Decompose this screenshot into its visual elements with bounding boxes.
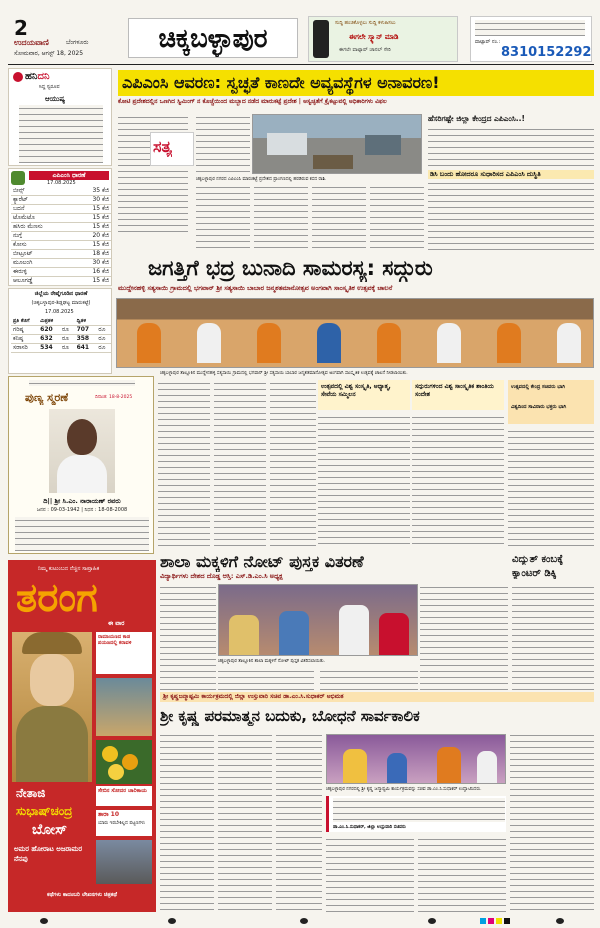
taranga-feature-1-text: ರಾಮಾಯಣದ ಕಾಡ ಪಯಣದಲ್ಲಿ ಕರಾವಳಿ — [98, 634, 132, 646]
banner-col-5 — [412, 414, 504, 548]
classroom-photo — [218, 584, 418, 656]
apmc-row — [11, 277, 111, 286]
banner-col-4 — [318, 414, 410, 548]
pullquote-2 — [412, 380, 504, 410]
notebook-subhead: ವಿದ್ಯಾರ್ಥಿಗಳು ದೇಶದ ದೊಡ್ಡ ಆಸ್ತಿ: ಎಸ್.ಡಿ.ಎಂ.ಸಿ ಅಧ್ಯಕ್ಷ — [160, 572, 283, 580]
krishna-headline: ಶ್ರೀ ಕೃಷ್ಣ ಪರಮಾತ್ಮನ ಬದುಕು, ಬೋಧನೆ ಸಾರ್ವಕಾಲಿಕ — [160, 707, 420, 725]
silk-subtitle: (ಚಿಕ್ಕಬಳ್ಳಾಪುರ-ಶಿಡ್ಲಘಟ್ಟ ಮಾರುಕಟ್ಟೆ) — [31, 300, 91, 306]
lead-col-3 — [196, 184, 250, 250]
apmc-row — [11, 196, 111, 205]
apmc-price-table — [11, 187, 111, 286]
pullquote-2-title: ಸದ್ಗುರುಗಳಿಂದ ವಿಶ್ವ ಸಾಂಸ್ಕೃತಿಕ ಶಾಂತಿಯ ಸಂದೇಶ — [415, 383, 494, 398]
phone-number: 8310152292 — [501, 45, 592, 60]
notebook-col-3 — [320, 668, 418, 690]
apmc-item-price: 16 ಕೆಜಿ — [73, 268, 111, 277]
section-title: ಚಿಕ್ಕಬಳ್ಳಾಪುರ — [128, 18, 298, 58]
notebook-col-4 — [420, 584, 508, 690]
silk-header-cell: ಮಿಶ್ರತಳಿ — [38, 317, 74, 325]
hero-name-1: ನೇತಾಜಿ — [16, 786, 46, 800]
taranga-photo-fruit — [96, 740, 152, 784]
apmc-item-price: 35 ಕೆಜಿ — [73, 187, 111, 196]
silk-header-row — [11, 317, 111, 325]
krishna-quote-author: ಡಾ.ಎಂ.ಸಿ.ಸುಧಾಕರ್, ಜಿಲ್ಲಾ ಉಸ್ತುವಾರಿ ಸಚಿವರು — [333, 825, 406, 830]
apmc-row — [11, 214, 111, 223]
memorial-portrait — [49, 409, 115, 493]
taranga-sub-title: ಈ ವಾರ — [108, 620, 125, 627]
lead-headline: ಎಪಿಎಂಸಿ ಆವರಣ: ಸ್ವಚ್ಛತೆ ಕಾಣದೇ ಅವ್ಯವಸ್ಥೆಗಳ ಅನಾವರಣ! — [118, 70, 594, 96]
silk-row — [11, 343, 111, 352]
silk-header-cell: ಪ್ರತಿ ಕೆಜಿಗೆ — [11, 317, 38, 325]
taranga-feature-3-a: ತಾರಾ 10 — [98, 811, 120, 818]
silk-cell-b: 358 — [75, 334, 97, 343]
hero-name-2: ಸುಭಾಷ್‌ಚಂದ್ರ — [16, 804, 73, 818]
apmc-item-price: 18 ಕೆಜಿ — [73, 250, 111, 259]
silk-header-cell: ದ್ವಿತಳಿ — [75, 317, 111, 325]
lead-col-6 — [370, 184, 424, 250]
silk-cell-label: ಕನಿಷ್ಠ — [11, 334, 38, 343]
phone-box — [470, 16, 592, 62]
apmc-row — [11, 187, 111, 196]
apmc-item-price: 30 ಕೆಜಿ — [73, 259, 111, 268]
apmc-photo-caption: ಚಿಕ್ಕಬಳ್ಳಾಪುರ ನಗರದ ಎಪಿಎಂಸಿ ಮಾರುಕಟ್ಟೆ ಪ್ರದೇಶದ ಪ್ರಾಂಗಣದಲ್ಲಿ ಹರಡಿರುವ ಕಸದ ರಾಶಿ. — [196, 177, 327, 182]
lead-col-4 — [254, 184, 308, 250]
banner-headline: ಜಗತ್ತಿಗೆ ಭದ್ರ ಬುನಾದಿ ಸಾಮರಸ್ಯ: ಸದ್ಗುರು — [148, 256, 433, 280]
apmc-photo — [252, 114, 422, 174]
masthead — [0, 0, 600, 66]
silk-cell-a-unit: ರೂ — [60, 343, 75, 352]
horoscope-title: ಆಯುಷ್ಯ — [45, 95, 66, 103]
lead-subhead: ಕೋಟಿ ಪ್ರದೇಶದಲ್ಲಿನ ಒಣಗಿದ ಸ್ವಿಮಿಂಗ್ ನ ಕೊಚ್ಚೆಯಿಂದ ಮಬ್ಬಾದ ನಡೆದ ಮಾರುಕಟ್ಟೆ ಪ್ರದೇಶ | ಅಸ್ವಚ್ಛತೆಗೆ ಕ್ರೈಕಟ್ಟುವಲ್ಲಿ ಅಧಿಕಾರಿಗಳು ವಿಫಲ — [118, 98, 387, 105]
silk-row — [11, 334, 111, 343]
notebook-col-2 — [218, 668, 314, 690]
apmc-item-price: 15 ಕೆಜಿ — [73, 214, 111, 223]
taranga-ad — [8, 560, 156, 912]
lead-col-5 — [312, 184, 366, 250]
phone-box-text — [475, 20, 585, 36]
power-headline-1: ವಿದ್ಯುತ್ ಕಂಬಕ್ಕೆ — [512, 554, 564, 565]
memorial-title: ಪುಣ್ಯ ಸ್ಮರಣೆ — [25, 391, 69, 404]
ad-line-2: ಈಗಲೇ ಸ್ಕ್ಯಾನ್ ಮಾಡಿ — [349, 33, 399, 41]
apmc-item-name: ಹಸಿರು ಮೆಣಸು — [11, 223, 73, 232]
hero-tag: ಅಮರ ಹೋರಾಟ ಅಜರಾಮರ ನೆನಪು — [14, 845, 83, 863]
apmc-row — [11, 232, 111, 241]
silk-cell-label: ಗರಿಷ್ಠ — [11, 325, 38, 334]
taranga-feature-2 — [96, 786, 152, 806]
apmc-item-name: ಕ್ಯಾರೆಟ್ — [11, 196, 73, 205]
apmc-item-price: 15 ಕೆಜಿ — [73, 241, 111, 250]
phone-graphic — [313, 20, 329, 58]
classroom-photo-caption: ಚಿಕ್ಕಬಳ್ಳಾಪುರ ತಾಲ್ಲೂಕಿನ ಶಾಲಾ ಮಕ್ಕಳಿಗೆ ನೋಟ್ ಪುಸ್ತಕ ವಿತರಿಸಲಾಯಿತು. — [218, 659, 326, 664]
apmc-row — [11, 205, 111, 214]
apmc-row — [11, 250, 111, 259]
stage-photo-caption: ಚಿಕ್ಕಬಳ್ಳಾಪುರ ತಾಲ್ಲೂಕಿನ ಮುದ್ದೇನಹಳ್ಳಿ ಸತ್ಯಸಾಯಿ ಗ್ರಾಮದಲ್ಲಿ ಭಗವಾನ್ ಶ್ರೀ ಸತ್ಯಸಾಯಿ ಬಾಬಾರ ಜನ್ಮಶತಮಾನೋತ್ಸವ ಅಂಗವಾಗಿ ಸಾಂಸ್ಕೃತಿಕ ಉತ್ಸವಕ್ಕೆ ಚಾಲನೆ ನೀಡಲಾಯಿತು. — [160, 371, 408, 376]
satya-logo-text: ಸತ್ಯ — [153, 137, 173, 156]
horoscope-brand-1: ಹನಿ — [25, 71, 38, 82]
apmc-price-box — [8, 168, 112, 286]
apmc-item-name: ಬದನೆ — [11, 205, 73, 214]
lead-side-text-1 — [428, 126, 594, 168]
city-name: ಬೆಂಗಳೂರು — [66, 39, 89, 46]
apmc-item-price: 20 ಕೆಜಿ — [73, 232, 111, 241]
taranga-title: ತರಂಗ — [16, 575, 98, 621]
lead-side-text-2 — [428, 180, 594, 250]
memorial-text — [15, 517, 149, 551]
silk-cell-b-unit: ರೂ — [96, 325, 111, 334]
apmc-item-name: ಬೀನ್ಸ್ — [11, 187, 73, 196]
apmc-row — [11, 241, 111, 250]
taranga-feature-3 — [96, 810, 152, 836]
taranga-feature-1 — [96, 632, 152, 674]
ad-line-3: ಈಗಲೇ ವಾಟ್ಸಾಪ್ ಚಾನಲ್ ಸೇರಿ — [339, 47, 391, 53]
apmc-item-name: ಈರುಳ್ಳಿ — [11, 268, 73, 277]
horoscope-heart-icon — [13, 72, 23, 82]
krishna-col-5 — [418, 836, 506, 912]
memorial-header-text — [29, 380, 135, 386]
apmc-item-price: 15 ಕೆಜಿ — [73, 223, 111, 232]
power-text — [512, 584, 594, 690]
taranga-photo-girl — [96, 678, 152, 736]
netaji-portrait — [12, 632, 92, 782]
krishna-col-6 — [510, 732, 594, 912]
stage-photo — [116, 298, 594, 368]
bullet-1: ಉತ್ಸವದಲ್ಲಿ ಕೇಂದ್ರ ಸಚಿವರು ಭಾಗಿ — [511, 384, 566, 390]
apmc-date: 17.08.2025 — [47, 180, 76, 186]
banner-bullets — [508, 380, 594, 424]
horoscope-text — [19, 105, 103, 163]
banner-subhead: ಮುದ್ದೇನಹಳ್ಳಿ ಸತ್ಯಸಾಯಿ ಗ್ರಾಮದಲ್ಲಿ ಭಗವಾನ್ ಶ್ರೀ ಸತ್ಯಸಾಯಿ ಬಾಬಾರ ಜನ್ಮಶತಮಾನೋತ್ಸವ ಅಂಗವಾಗಿ ಸಾಂಸ್ಕೃತಿಕ ಉತ್ಸವಕ್ಕೆ ಚಾಲನೆ — [118, 284, 393, 292]
taranga-feature-2-text: ಸೇಬಿನ ಸೋದರ ಚಾರಿಕಾಯ — [98, 788, 147, 794]
apmc-title: ಎಪಿಎಂಸಿ ಧಾರಣೆ — [29, 171, 109, 180]
bullet-2: ವಿಶ್ವದಿಂದ ಸಾವಿರಾರು ಭಕ್ತರು ಭಾಗಿ — [511, 404, 567, 410]
silk-cell-a-unit: ರೂ — [60, 325, 75, 334]
memorial-name: ದಿ|| ಶ್ರೀ ಸಿ.ಎಂ. ನಾರಾಯಣ್‌ ರವರು — [43, 497, 121, 505]
memorial-dates: ಜನನ : 09-03-1942 | ನಿಧನ : 18-08-2008 — [36, 507, 128, 513]
notebook-col-1 — [160, 584, 216, 690]
krishna-kicker: ಶ್ರೀ ಕೃಷ್ಣಜನ್ಮಾಷ್ಟಮಿ ಕಾರ್ಯಕ್ರಮದಲ್ಲಿ ಜಿಲ್ಲಾ ಉಸ್ತುವಾರಿ ಸಚಿವ ಡಾ.ಎಂ.ಸಿ.ಸುಧಾಕರ್ ಅಭಿಮತ — [160, 692, 594, 702]
phone-label: ವಾಟ್ಸಾಪ್ ನಂ.: — [475, 39, 501, 45]
apmc-item-name: ಮೂಲಂಗಿ — [11, 259, 73, 268]
silk-row — [11, 325, 111, 334]
power-headline-2: ಕ್ಯಾಂಟರ್ ಡಿಕ್ಕಿ — [512, 568, 557, 579]
horoscope-brand — [25, 71, 50, 82]
banner-col-3 — [270, 380, 316, 548]
silk-date: 17.08.2025 — [45, 309, 74, 315]
issue-date: ಸೋಮವಾರ, ಆಗಸ್ಟ್ 18, 2025 — [14, 50, 84, 57]
whatsapp-ad — [308, 16, 458, 62]
silk-cell-b: 707 — [75, 325, 97, 334]
silk-cell-a-unit: ರೂ — [60, 334, 75, 343]
horoscope-sub: ಸಿದ್ದ ಸ್ವರೂಪ — [39, 84, 60, 90]
apmc-item-price: 15 ಕೆಜಿ — [73, 277, 111, 286]
taranga-photo-crowd — [96, 840, 152, 884]
banner-col-1 — [158, 380, 210, 548]
lead-side-title: ಹೆಸರಿಗಷ್ಟೇ ಜಿಲ್ಲಾ ಕೇಂದ್ರದ ಎಪಿಎಂಸಿ..! — [428, 114, 525, 123]
krishna-photo-caption: ಚಿಕ್ಕಬಳ್ಳಾಪುರ ನಗರದಲ್ಲಿ ಶ್ರೀ ಕೃಷ್ಣ ಜನ್ಮಾಷ್ಟಮಿ ಕಾರ್ಯಕ್ರಮವನ್ನು ಸಚಿವ ಡಾ.ಎಂ.ಸಿ.ಸುಧಾಕರ್ ಉದ್ಘಾಟಿಸಿದರು. — [326, 787, 482, 792]
krishna-quote — [326, 796, 506, 832]
silk-cell-b-unit: ರೂ — [96, 334, 111, 343]
hero-name-3: ಬೋಸ್ — [32, 822, 68, 838]
banner-col-6 — [508, 428, 594, 548]
silk-cell-label: ಸರಾಸರಿ — [11, 343, 38, 352]
krishna-col-1 — [160, 732, 214, 912]
taranga-footer: ಕಥೆಗಳು ಕಾದಂಬರಿ ಲೇಖನಗಳು ಚಿತ್ರಕಥೆ — [47, 892, 117, 898]
silk-cell-a: 620 — [38, 325, 60, 334]
apmc-item-price: 30 ಕೆಜಿ — [73, 196, 111, 205]
silk-cell-a: 632 — [38, 334, 60, 343]
krishna-col-2 — [218, 732, 272, 912]
silk-title: ಜಿಲ್ಲೆಯ ರೇಷ್ಮೆಗೂಡಿನ ಧಾರಣೆ — [34, 291, 88, 297]
apmc-item-name: ನುಗ್ಗೆ — [11, 232, 73, 241]
taranga-top-line: ನಿಮ್ಮ ಕುಟುಂಬದ ನೆಚ್ಚಿನ ಸಾಪ್ತಾಹಿಕ — [38, 566, 100, 572]
apmc-item-price: 15 ಕೆಜಿ — [73, 205, 111, 214]
lead-side-box-title: ಡಿಸಿ ಬಂದು ಹೋದರೂ ಸುಧಾರಿಸದ ಎಪಿಎಂಸಿ ದುಸ್ಥಿತಿ — [428, 170, 594, 179]
ad-line-1: ಸುದ್ದಿ ಹಂಚಿಕೊಳ್ಳಲು ಸುದ್ದಿ ಕಳುಹಿಸಲು — [335, 20, 396, 26]
apmc-row — [11, 223, 111, 232]
apmc-item-name: ಬೀಟ್ರೂಟ್ — [11, 250, 73, 259]
taranga-feature-3-b: ಯಾರು ಇರಬೇಕಿಲ್ಲದ ಪಟ್ಟಣಗಳು — [98, 821, 146, 826]
silk-cell-a: 534 — [38, 343, 60, 352]
apmc-item-name: ಟೊಮೆಟೊ — [11, 214, 73, 223]
page-number: 2 — [14, 16, 28, 40]
masthead-rule — [8, 64, 594, 65]
krishna-col-3 — [276, 732, 322, 912]
satya-logo — [150, 132, 194, 166]
krishna-photo — [326, 734, 506, 784]
pullquote-1 — [318, 380, 410, 410]
pullquote-1-title: ಉತ್ಸವದಲ್ಲಿ ವಿಶ್ವ ಸಂಸ್ಕೃತಿ, ಆಧ್ಯಾತ್ಮ, ಸೇವೆಯ ಸಮ್ಮಿಲನ — [321, 383, 391, 398]
notebook-headline: ಶಾಲಾ ಮಕ್ಕಳಿಗೆ ನೋಟ್ ಪುಸ್ತಕ ವಿತರಣೆ — [160, 552, 364, 571]
vegetable-photo — [11, 171, 25, 185]
print-marks — [0, 914, 600, 928]
apmc-item-name: ಕೋಸು — [11, 241, 73, 250]
silk-price-box — [8, 288, 112, 374]
lead-col-2 — [196, 114, 250, 174]
memorial-box — [8, 376, 154, 554]
apmc-row — [11, 259, 111, 268]
banner-col-2 — [214, 380, 266, 548]
krishna-col-4 — [326, 836, 414, 912]
horoscope-box — [8, 68, 112, 166]
memorial-date: ದಿನಾಂಕ: 18-8-2025 — [95, 395, 133, 400]
silk-cell-b: 641 — [75, 343, 97, 352]
apmc-row — [11, 268, 111, 277]
paper-name: ಉದಯವಾಣಿ — [14, 38, 49, 47]
krishna-quote-text — [333, 798, 505, 822]
silk-price-table — [11, 317, 111, 353]
horoscope-brand-2: ದನಿ — [37, 71, 50, 82]
apmc-item-name: ಆಲೂಗಡ್ಡೆ — [11, 277, 73, 286]
silk-cell-b-unit: ರೂ — [96, 343, 111, 352]
